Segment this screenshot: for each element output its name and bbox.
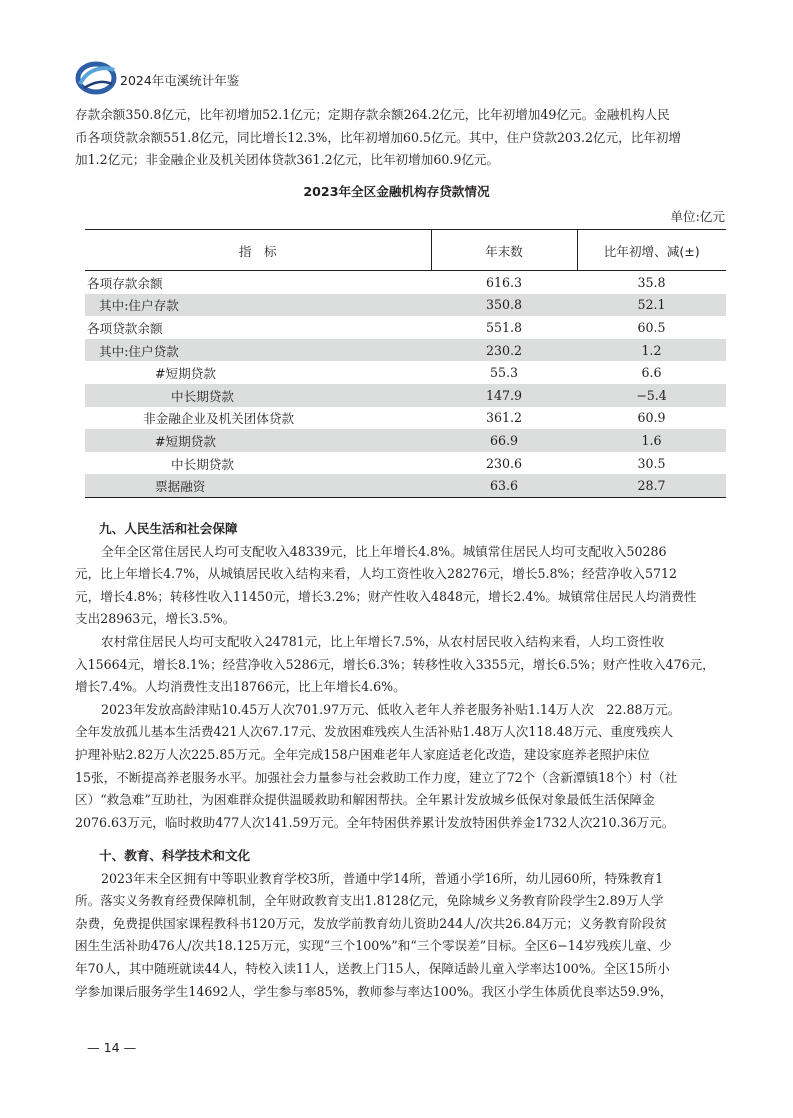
header-title: 2024年屯溪统计年鉴 bbox=[120, 73, 240, 88]
row-change: 52.1 bbox=[577, 294, 726, 317]
table-row bbox=[85, 407, 726, 430]
paragraph-line: 2076.63万元，临时救助477人次141.59万元。全年特困供养累计发放特困供养金1732人次210.36万元。 bbox=[75, 814, 675, 830]
paragraph-line: 护理补贴2.82万人次225.85万元。全年完成158户困难老年人家庭适老化改造，建设家庭养老照护床位 bbox=[75, 746, 650, 762]
paragraph-line: 全年全区常住居民人均可支配收入48339元，比上年增长4.8%。城镇常住居民人均可支配收入50286 bbox=[101, 543, 667, 559]
section-people-livelihood bbox=[75, 518, 720, 834]
row-value: 147.9 bbox=[431, 384, 577, 407]
row-value: 350.8 bbox=[431, 294, 577, 317]
page-number: — 14 — bbox=[87, 1040, 137, 1055]
paragraph-line: 所。落实义务教育经费保障机制，全年财政教育支出1.8128亿元，免除城乡义务教育阶段学生2.89万人学 bbox=[75, 893, 664, 909]
paragraph-line: 学参加课后服务学生14692人，学生参与率85%，教师参与率达100%。我区小学生体质优良率达59.9%， bbox=[75, 983, 673, 999]
table-row bbox=[85, 474, 726, 497]
paragraph-line: 区）“救急难”互助社，为困难群众提供温暖救助和解困帮扶。全年累计发放城乡低保对象最低生活保障金 bbox=[75, 792, 655, 808]
paragraph-line: 入15664元，增长8.1%；经营净收入5286元，增长6.3%；转移性收入3355元，增长6.5%；财产性收入476元， bbox=[75, 656, 715, 672]
table-row bbox=[85, 452, 726, 475]
row-label: 各项存款余额 bbox=[87, 275, 163, 291]
table-header-row bbox=[85, 230, 726, 271]
row-value: 616.3 bbox=[485, 274, 523, 290]
column-header-change: 比年初增、减(±) bbox=[577, 230, 726, 271]
row-label: 其中:住户存款 bbox=[85, 294, 431, 317]
row-value: 55.3 bbox=[489, 365, 519, 381]
paragraph-line: 增长7.4%。人均消费性支出18766元，比上年增长4.6%。 bbox=[75, 679, 406, 695]
paragraph-line: 杂费，免费提供国家课程教科书120万元，发放学前教育幼儿资助244人/次共26.84万元；义务教育阶段贫 bbox=[75, 915, 668, 931]
table-row bbox=[85, 429, 726, 452]
paragraph-line: 农村常住居民人均可支配收入24781元，比上年增长7.5%，从农村居民收入结构来看，人均工资性收 bbox=[101, 633, 665, 649]
row-change: 28.7 bbox=[577, 474, 726, 497]
row-label: 非金融企业及机关团体贷款 bbox=[143, 411, 295, 427]
section-heading: 十、教育、科学技术和文化 bbox=[99, 848, 251, 863]
row-label: 各项贷款余额 bbox=[87, 320, 163, 336]
table-row bbox=[85, 271, 726, 294]
column-header-year-end: 年末数 bbox=[431, 230, 577, 271]
row-change: 60.9 bbox=[637, 410, 666, 426]
table-row bbox=[85, 384, 726, 407]
intro-line: 存款余额350.8亿元，比年初增加52.1亿元；定期存款余额264.2亿元，比年初增加49亿元。金融机构人民 bbox=[75, 107, 670, 122]
yearbook-logo-icon bbox=[74, 58, 118, 98]
section-education-science bbox=[75, 845, 720, 1003]
intro-line: 币各项贷款余额551.8亿元，同比增长12.3%，比年初增加60.5亿元。其中，住户贷款203.2亿元，比年初增 bbox=[75, 129, 682, 145]
table-row bbox=[85, 316, 726, 339]
running-header bbox=[74, 58, 734, 98]
row-value: 361.2 bbox=[485, 410, 523, 426]
table-row bbox=[85, 339, 726, 362]
section-heading: 九、人民生活和社会保障 bbox=[99, 521, 238, 536]
row-change: 1.2 bbox=[577, 339, 726, 362]
row-value: 230.6 bbox=[485, 455, 523, 471]
row-change: −5.4 bbox=[577, 384, 726, 407]
intro-paragraph bbox=[75, 104, 720, 172]
row-change: 35.8 bbox=[637, 274, 666, 290]
row-value: 551.8 bbox=[485, 319, 523, 335]
paragraph-line: 支出28963元，增长3.5%。 bbox=[75, 611, 236, 627]
row-value: 230.2 bbox=[431, 339, 577, 362]
deposit-loan-table bbox=[85, 229, 726, 498]
paragraph-line: 全年发放孤儿基本生活费421人次67.17元、发放困难残疾人生活补贴1.48万人次118.48万元、重度残疾人 bbox=[75, 724, 674, 740]
table-row bbox=[85, 361, 726, 384]
paragraph-line: 2023年发放高龄津贴10.45万人次701.97万元、低收入老年人养老服务补贴1.14万人次 22.88万元。 bbox=[101, 701, 681, 717]
paragraph-line: 元，比上年增长4.7%，从城镇居民收入结构来看，人均工资性收入28276元，增长5.8%；经营净收入5712 bbox=[75, 566, 678, 582]
row-change: 6.6 bbox=[641, 365, 662, 381]
table-unit: 单位:亿元 bbox=[670, 209, 725, 224]
row-value: 66.9 bbox=[431, 429, 577, 452]
paragraph-line: 年70人，其中随班就读44人，特校入读11人，送教上门15人，保障适龄儿童入学率达100%。全区15所小 bbox=[75, 960, 670, 976]
row-label: #短期贷款 bbox=[85, 429, 431, 452]
table-title: 2023年全区金融机构存贷款情况 bbox=[303, 184, 490, 199]
row-label: 中长期贷款 bbox=[171, 456, 234, 472]
paragraph-line: 困生生活补助476人/次共18.125万元，实现“三个100%”和“三个零误差”目标。全区6−14岁残疾儿童、少 bbox=[75, 938, 672, 954]
row-label: 票据融资 bbox=[85, 474, 431, 497]
intro-line: 加1.2亿元；非金融企业及机关团体贷款361.2亿元，比年初增加60.9亿元。 bbox=[75, 152, 500, 168]
row-label: 其中:住户贷款 bbox=[85, 339, 431, 362]
row-label: 中长期贷款 bbox=[85, 384, 431, 407]
row-label: #短期贷款 bbox=[155, 366, 216, 382]
row-change: 30.5 bbox=[637, 455, 666, 471]
paragraph-line: 2023年末全区拥有中等职业教育学校3所，普通中学14所，普通小学16所，幼儿园60所，特殊教育1 bbox=[101, 870, 664, 886]
row-change: 60.5 bbox=[637, 319, 666, 335]
paragraph-line: 元，增长4.8%；转移性收入11450元，增长3.2%；财产性收入4848元，增长2.4%。城镇常住居民人均消费性 bbox=[75, 588, 697, 604]
column-header-indicator: 指 标 bbox=[85, 230, 431, 271]
paragraph-line: 15张，不断提高养老服务水平。加强社会力量参与社会救助工作力度，建立了72个（含新潭镇18个）村（社 bbox=[75, 769, 678, 785]
row-change: 1.6 bbox=[577, 429, 726, 452]
table-row bbox=[85, 294, 726, 317]
row-value: 63.6 bbox=[431, 474, 577, 497]
